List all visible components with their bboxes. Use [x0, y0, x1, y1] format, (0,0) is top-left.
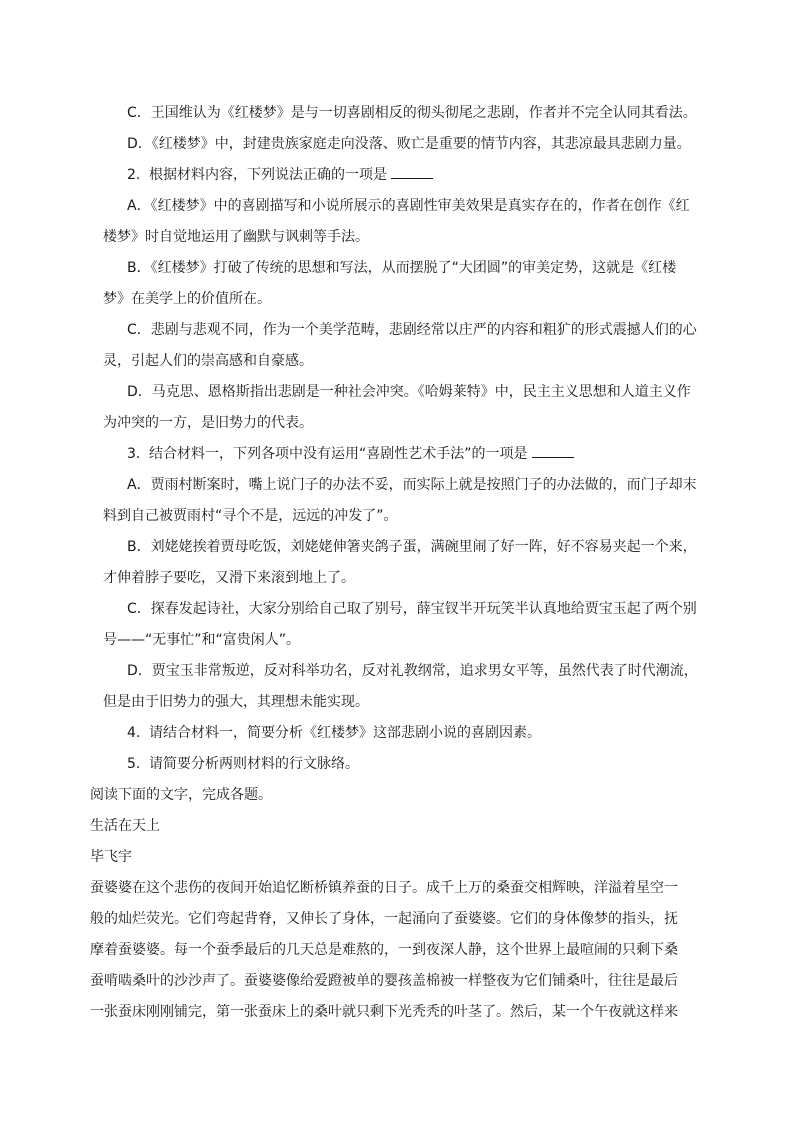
option-line: B．刘姥姥挨着贾母吃饭，刘姥姥伸箸夹鸽子蛋，满碗里闹了好一阵，好不容易夹起一个来，	[127, 539, 697, 555]
paragraph-line: 生活在天上	[90, 818, 160, 834]
question-stem	[103, 718, 708, 749]
option-line: A．《红楼梦》中的喜剧描写和小说所展示的喜剧性审美效果是真实存在的，作者在创作《红	[127, 198, 690, 214]
option-line: D．马克思、恩格斯指出悲剧是一种社会冲突。《哈姆莱特》中，民主主义思想和人道主义作	[127, 384, 691, 400]
option-line: 灵，引起人们的崇高感和自豪感。	[103, 353, 313, 369]
answer-blank	[532, 441, 574, 458]
answer-option	[103, 532, 708, 594]
question-stem	[103, 439, 708, 470]
text-paragraph	[90, 780, 708, 811]
answer-option	[103, 656, 708, 718]
text-paragraph	[90, 842, 708, 873]
option-line: 为冲突的一方，是旧势力的代表。	[103, 415, 313, 431]
question-text: 结合材料一，下列各项中没有运用“喜剧性艺术手法”的一项是	[149, 446, 528, 462]
answer-option	[103, 129, 708, 160]
paragraph-line: 一张蚕床刚刚铺完，第一张蚕床上的桑叶就只剩下光秃秃的叶茎了。然后，某一个午夜就这样来	[90, 1004, 678, 1020]
paragraph-line: 蚕啃啮桑叶的沙沙声了。蚕婆婆像给爱蹬被单的婴孩盖棉被一样整夜为它们铺桑叶，往往是最后	[90, 973, 678, 989]
option-line: 楼梦》时自觉地运用了幽默与讽刺等手法。	[103, 229, 369, 245]
paragraph-line: 摩着蚕婆婆。每一个蚕季最后的几天总是难熬的，一到夜深人静，这个世界上最喧闹的只剩下桑	[90, 942, 678, 958]
question-number: 3.	[127, 446, 141, 462]
question-text: 请简要分析两则材料的行文脉络。	[149, 756, 359, 772]
option-line: C．王国维认为《红楼梦》是与一切喜剧相反的彻头彻尾之悲剧，作者并不完全认同其看法。	[127, 105, 697, 121]
option-line: B．《红楼梦》打破了传统的思想和写法，从而摆脱了“大团圆”的审美定势，这就是《红楼	[127, 260, 677, 276]
answer-option	[103, 191, 708, 253]
paragraph-line: 蚕婆婆在这个悲伤的夜间开始追忆断桥镇养蚕的日子。成千上万的桑蚕交相辉映，洋溢着星空一	[90, 880, 678, 896]
option-line: 才伸着脖子要吃，又滑下来滚到地上了。	[103, 570, 355, 586]
question-stem	[103, 160, 708, 191]
answer-option	[103, 470, 708, 532]
answer-option	[103, 315, 708, 377]
option-line: 号——“无事忙”和“富贵闲人”。	[103, 632, 301, 648]
answer-option	[103, 594, 708, 656]
option-line: C．探春发起诗社，大家分别给自己取了别号，薛宝钗半开玩笑半认真地给贾宝玉起了两个别	[127, 601, 697, 617]
answer-option	[103, 98, 708, 129]
option-line: D．《红楼梦》中，封建贵族家庭走向没落、败亡是重要的情节内容，其悲凉最具悲剧力量。	[127, 136, 691, 152]
answer-option	[103, 253, 708, 315]
option-line: 梦》在美学上的价值所在。	[103, 291, 271, 307]
answer-blank	[391, 162, 433, 179]
option-line: A．贾雨村断案时，嘴上说门子的办法不妥，而实际上就是按照门子的办法做的，而门子却末	[127, 477, 697, 493]
answer-option	[103, 377, 708, 439]
question-text: 请结合材料一，简要分析《红楼梦》这部悲剧小说的喜剧因素。	[149, 725, 541, 741]
text-paragraph	[90, 811, 708, 842]
question-number: 2.	[127, 167, 141, 183]
paragraph-line: 毕飞宇	[90, 849, 132, 865]
paragraph-line: 般的灿烂荧光。它们弯起背脊，又伸长了身体，一起涌向了蚕婆婆。它们的身体像梦的指头，抚	[90, 911, 678, 927]
text-paragraph	[90, 873, 708, 1028]
paragraph-line: 阅读下面的文字，完成各题。	[90, 787, 272, 803]
question-stem	[103, 749, 708, 780]
option-line: C．悲剧与悲观不同，作为一个美学范畴，悲剧经常以庄严的内容和粗犷的形式震撼人们的心	[127, 322, 697, 338]
question-number: 4.	[127, 725, 141, 741]
option-line: 料到自己被贾雨村“寻个不是，远远的冲发了”。	[103, 508, 398, 524]
option-line: 但是由于旧势力的强大，其理想未能实现。	[103, 694, 369, 710]
question-number: 5.	[127, 756, 141, 772]
option-line: D．贾宝玉非常叛逆，反对科举功名，反对礼教纲常，追求男女平等，虽然代表了时代潮流，	[127, 663, 698, 679]
question-text: 根据材料内容，下列说法正确的一项是	[149, 167, 387, 183]
